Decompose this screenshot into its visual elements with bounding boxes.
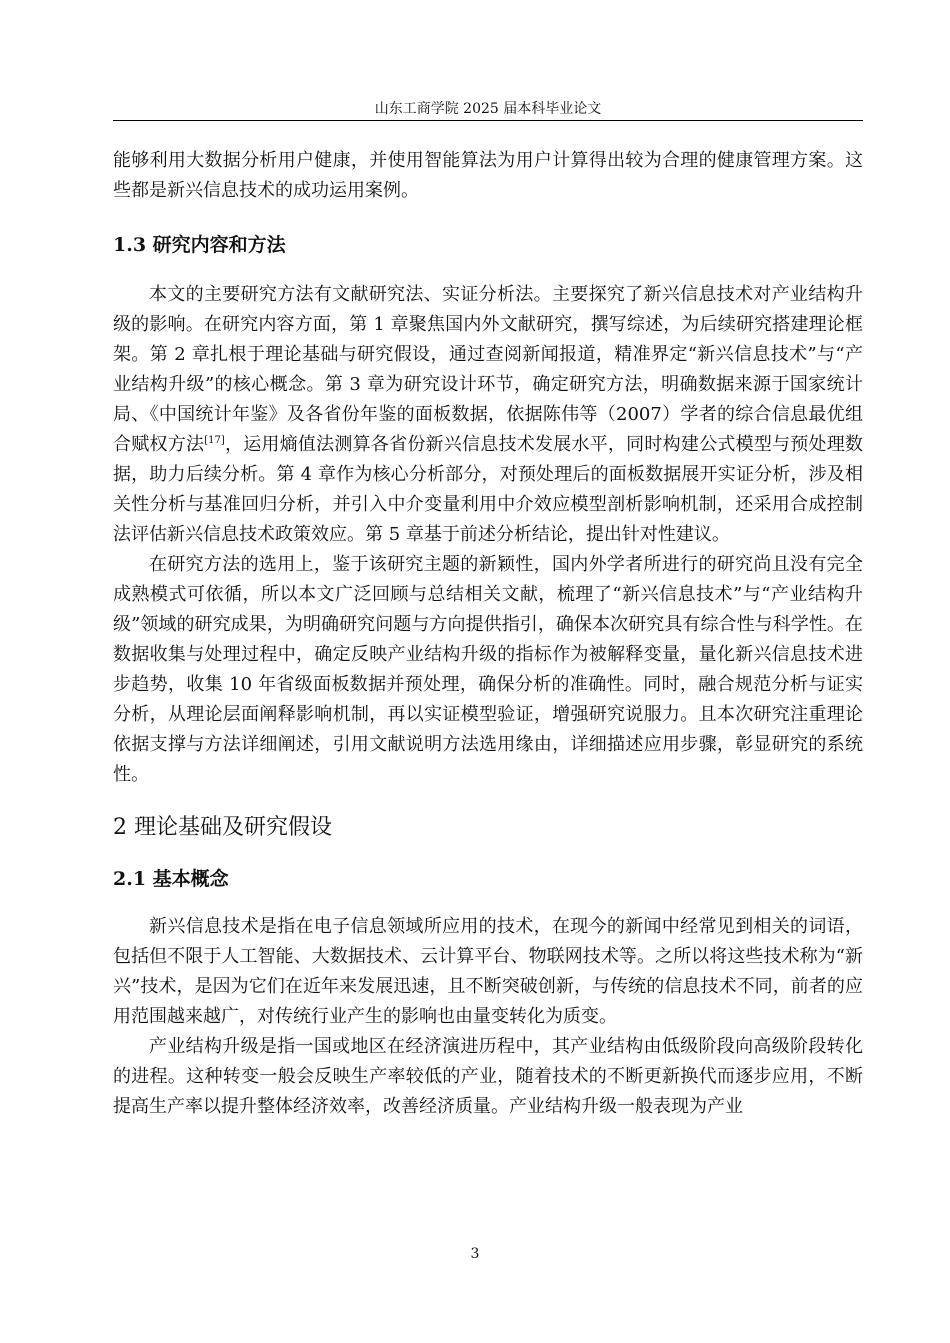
paragraph-research-method: 在研究方法的选用上，鉴于该研究主题的新颖性，国内外学者所进行的研究尚且没有完全成熟模式可依循，所以本文广泛回顾与总结相关文献，梳理了“新兴信息技术”与“产业结构升级”领域的研究成果，为明确研究问题与方向提供指引，确保本次研究具有综合性与科学性。在数据收集与处理过程中，确定反映产业结构升级的指标作为被解释变量，量化新兴信息技术进步趋势，收集 10 年省级面板数据并预处理，确保分析的准确性。同时，融合规范分析与证实分析，从理论层面阐释影响机制，再以实证模型验证，增强研究说服力。且本次研究注重理论依据支撑与方法详细阐述，引用文献说明方法选用缘由，详细描述应用步骤，彰显研究的系统性。	[113, 554, 863, 785]
header-rule	[113, 120, 863, 121]
section-heading-2-1: 2.1 基本概念	[113, 868, 229, 890]
paragraph-text: ，运用熵值法测算各省份新兴信息技术发展水平，同时构建公式模型与预处理数据，助力后续分析。第 4 章作为核心分析部分，对预处理后的面板数据展开实证分析，涉及相关性分析与基准回归分析，并引入中介变量利用中介效应模型剖析影响机制，还采用合成控制法评估新兴信息技术政策效应。第 5 章基于前述分析结论，提出针对性建议。	[113, 434, 864, 545]
chapter-heading-2: 2 理论基础及研究假设	[113, 815, 332, 840]
paragraph-continued: 能够利用大数据分析用户健康，并使用智能算法为用户计算得出较为合理的健康管理方案。这些都是新兴信息技术的成功运用案例。	[113, 150, 863, 201]
paragraph-emerging-it: 新兴信息技术是指在电子信息领域所应用的技术，在现今的新闻中经常见到相关的词语，包括但不限于人工智能、大数据技术、云计算平台、物联网技术等。之所以将这些技术称为“新兴”技术，是因为它们在近年来发展迅速，且不断突破创新，与传统的信息技术不同，前者的应用范围越来越广，对传统行业产生的影响也由量变转化为质变。	[113, 916, 863, 1027]
paragraph-industrial-upgrade: 产业结构升级是指一国或地区在经济演进历程中，其产业结构由低级阶段向高级阶段转化的进程。这种转变一般会反映生产率较低的产业，随着技术的不断更新换代而逐步应用，不断提高生产率以提升整体经济效率，改善经济质量。产业结构升级一般表现为产业	[113, 1036, 863, 1117]
citation-reference: [17]	[204, 435, 225, 446]
section-heading-1-3: 1.3 研究内容和方法	[113, 234, 286, 256]
paragraph-text: 本文的主要研究方法有文献研究法、实证分析法。主要探究了新兴信息技术对产业结构升级的影响。在研究内容方面，第 1 章聚焦国内外文献研究，撰写综述，为后续研究搭建理论框架。第 2 章扎根于理论基础与研究假设，通过查阅新闻报道，精准界定“新兴信息技术”与“产业结构升级”的核心概念。第 3 章为研究设计环节，确定研究方法，明确数据来源于国家统计局、《中国统计年鉴》及各省份年鉴的面板数据，依据陈伟等（2007）学者的综合信息最优组合赋权方法	[113, 284, 863, 455]
page-number: 3	[470, 1246, 480, 1262]
page-body	[113, 146, 863, 1122]
running-header: 山东工商学院 2025 届本科毕业论文	[374, 101, 602, 117]
paragraph-research-content	[113, 280, 863, 550]
